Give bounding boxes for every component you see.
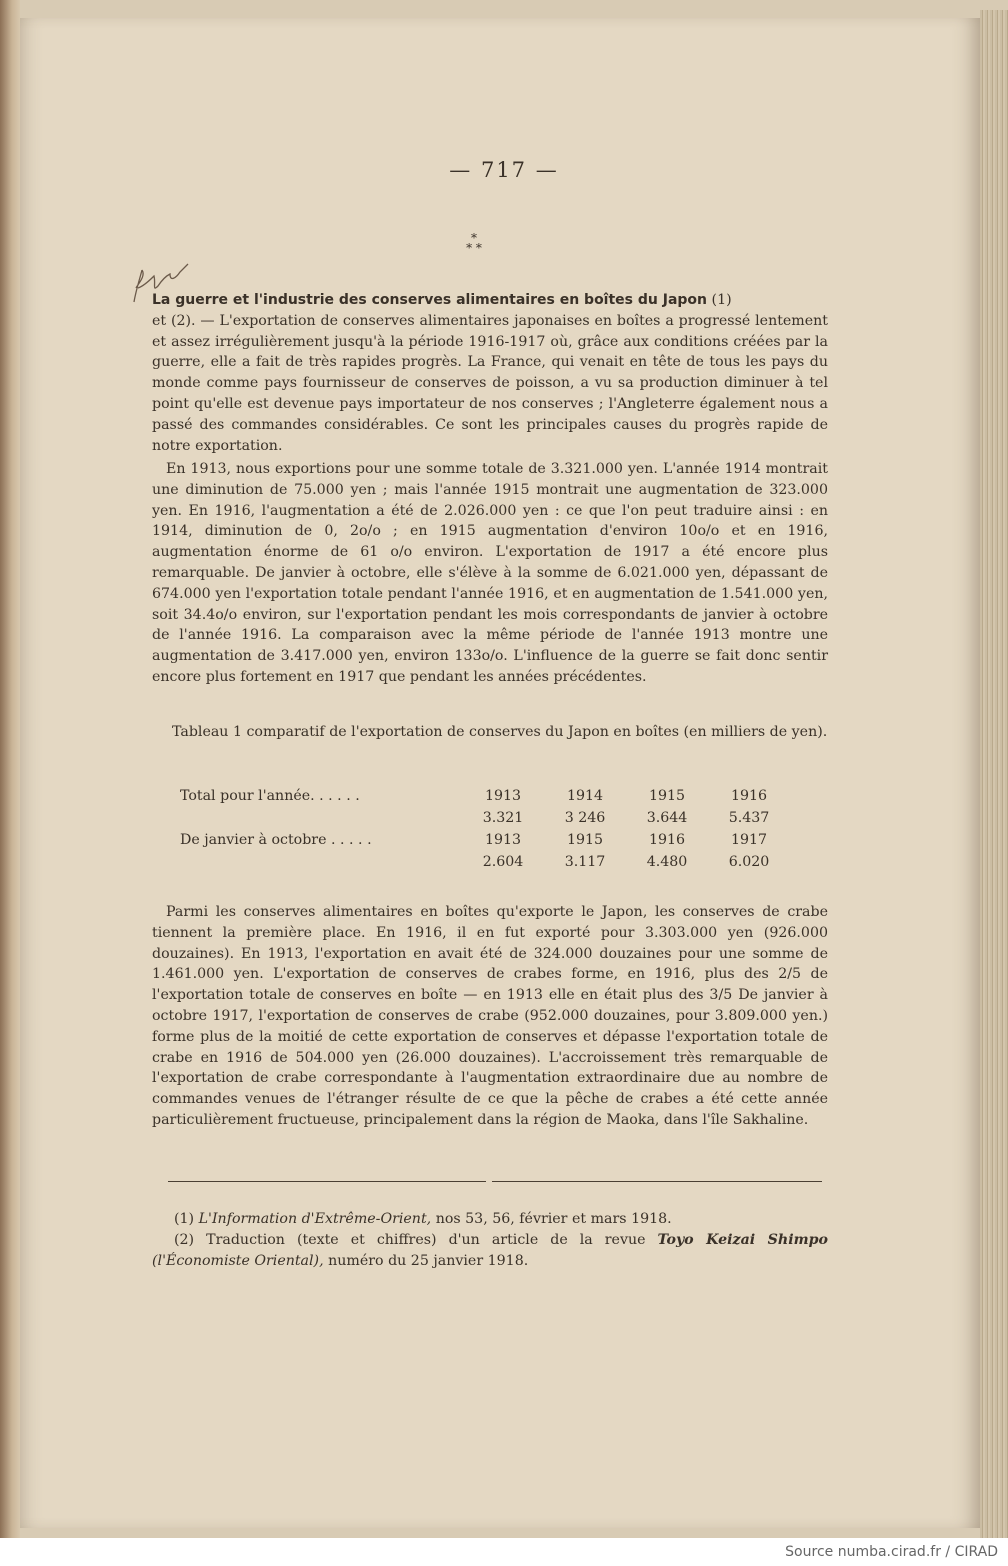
article-paragraph-1-text: et (2). — L'exportation de conserves alimentaires japonaises en boîtes a progressé lentement et assez irrégulièrement jusqu'à la période 1916-1917 où, grâce aux conditions créées par la guerre, elle a fait de très rapides progrès. La France, qui venait en tête de tous les pays du monde comme pays fournisseur de conserves de poisson, a vu sa production diminuer à tel point qu'elle est devenue pays importateur de nos conserves ; l'Angleterre également nous a passé des commandes considérables. Ce sont les principales causes du progrès rapide de notre exportation. bbox=[152, 312, 828, 454]
book-binding-edge bbox=[0, 0, 20, 1538]
footnote-2-mark: (2) bbox=[174, 1232, 195, 1248]
table-row-label: De janvier à octobre . . . . . bbox=[180, 832, 372, 848]
section-asterism bbox=[0, 233, 948, 253]
table-cell: 2.604 bbox=[482, 854, 524, 870]
footnote-divider-left bbox=[168, 1181, 486, 1182]
article-paragraph-3-text: Parmi les conserves alimentaires en boîtes qu'exporte le Japon, les conserves de crabe tiennent la première place. En 1916, il en fut exporté pour 3.303.000 yen (926.000 douzaines). En 1913, l'exportation en avait été de 324.000 douzaines pour une somme de 1.461.000 yen. L'exportation de conserves de crabes forme, en 1916, plus des 2/5 de l'exportation totale de conserves en boîte — en 1913 elle en était plus des 3/5 De janvier à octobre 1917, l'exportation de conserves de crabe (952.000 douzaines, pour 3.809.000 yen.) forme plus de la moitié de cette exportation de conserves et dépasse l'exportation totale de crabe en 1916 de 504.000 yen (26.000 douzaines). L'accroissement très remarquable de l'exportation de crabe correspondante à l'augmentation extraordinaire due au nombre de commandes venues de l'étranger résulte de ce que la pêche de crabes a été cette année particulièrement fructueuse, principalement dans la région de Maoka, dans l'île Sakhaline. bbox=[152, 904, 828, 1128]
article-paragraph-3 bbox=[152, 902, 828, 1131]
article-title: La guerre et l'industrie des conserves alimentaires en boîtes du Japon bbox=[152, 292, 708, 308]
table-cell: 6.020 bbox=[728, 854, 770, 870]
table-cell: 1913 bbox=[484, 788, 522, 804]
page-number: — 717 — bbox=[449, 158, 559, 182]
table-cell: 1916 bbox=[648, 832, 686, 848]
footnote-1-mark: (1) bbox=[174, 1211, 195, 1227]
footnote-1-source: L'Information d'Extrême-Orient, bbox=[198, 1211, 432, 1227]
table-cell: 1913 bbox=[484, 832, 522, 848]
table-cell: 1914 bbox=[566, 788, 604, 804]
table-cell: 1916 bbox=[730, 788, 768, 804]
article-title-note: (1) bbox=[711, 292, 732, 308]
article-paragraph-2 bbox=[152, 459, 828, 688]
table-row-label bbox=[180, 804, 462, 826]
footnote-2-journal-french: (l'Économiste Oriental), bbox=[152, 1253, 324, 1269]
article-paragraph-2-text: En 1913, nous exportions pour une somme totale de 3.321.000 yen. L'année 1914 montrait une diminution de 75.000 yen ; mais l'année 1915 montrait une augmentation de 323.000 yen. En 1916, l'augmentation a été de 2.026.000 yen : ce que l'on peut traduire ainsi : en 1914, diminution de 0, 2o/o ; en 1915 augmentation d'environ 10o/o et en 1916, augmentation énorme de 61 o/o environ. L'exportation de 1917 a été encore plus remarquable. De janvier à octobre, elle s'élève à la somme de 6.021.000 yen, dépassant de 674.000 yen l'exportation totale pendant l'année 1916, et en augmentation de 1.541.000 yen, soit 34.4o/o environ, sur l'exportation pendant les mois correspondants de janvier à octobre de l'année 1916. La comparaison avec la même période de l'année 1913 montre une augmentation de 3.417.000 yen, environ 133o/o. L'influence de la guerre se fait donc sentir encore plus fortement en 1917 que pendant les années précédentes. bbox=[152, 461, 828, 685]
footnotes bbox=[152, 1209, 828, 1272]
footnote-2-text: Traduction (texte et chiffres) d'un article de la revue bbox=[206, 1232, 646, 1248]
table-row bbox=[180, 804, 790, 826]
page-stack-edge bbox=[980, 10, 1008, 1538]
table-cell: 1915 bbox=[566, 832, 604, 848]
article-paragraph-1 bbox=[152, 290, 828, 456]
table-caption: Tableau 1 comparatif de l'exportation de conserves du Japon en boîtes (en milliers de yen). bbox=[172, 724, 828, 740]
table-row-label bbox=[180, 848, 462, 870]
table-cell: 3 246 bbox=[564, 810, 606, 826]
table-cell: 5.437 bbox=[728, 810, 770, 826]
footnote-divider-right bbox=[492, 1181, 822, 1182]
asterism-glyph: * * * bbox=[466, 231, 482, 255]
export-comparison-table bbox=[180, 782, 790, 870]
footnote-1 bbox=[152, 1209, 828, 1230]
footnote-2-journal: Toyo Keizai Shimpo bbox=[657, 1232, 828, 1248]
table-cell: 1917 bbox=[730, 832, 768, 848]
table-row bbox=[180, 782, 790, 804]
source-footer-bar bbox=[0, 1538, 1008, 1566]
table-cell: 4.480 bbox=[646, 854, 688, 870]
table-cell: 3.117 bbox=[564, 854, 606, 870]
table-row bbox=[180, 848, 790, 870]
table-row bbox=[180, 826, 790, 848]
table-cell: 3.644 bbox=[646, 810, 688, 826]
source-credit: Source numba.cirad.fr / CIRAD bbox=[785, 1544, 998, 1560]
table-cell: 1915 bbox=[648, 788, 686, 804]
footnote-2 bbox=[152, 1230, 828, 1272]
table-row-label: Total pour l'année. . . . . . bbox=[180, 788, 360, 804]
table-cell: 3.321 bbox=[482, 810, 524, 826]
footnote-1-text: nos 53, 56, février et mars 1918. bbox=[435, 1211, 672, 1227]
footnote-2-date: numéro du 25 janvier 1918. bbox=[328, 1253, 529, 1269]
